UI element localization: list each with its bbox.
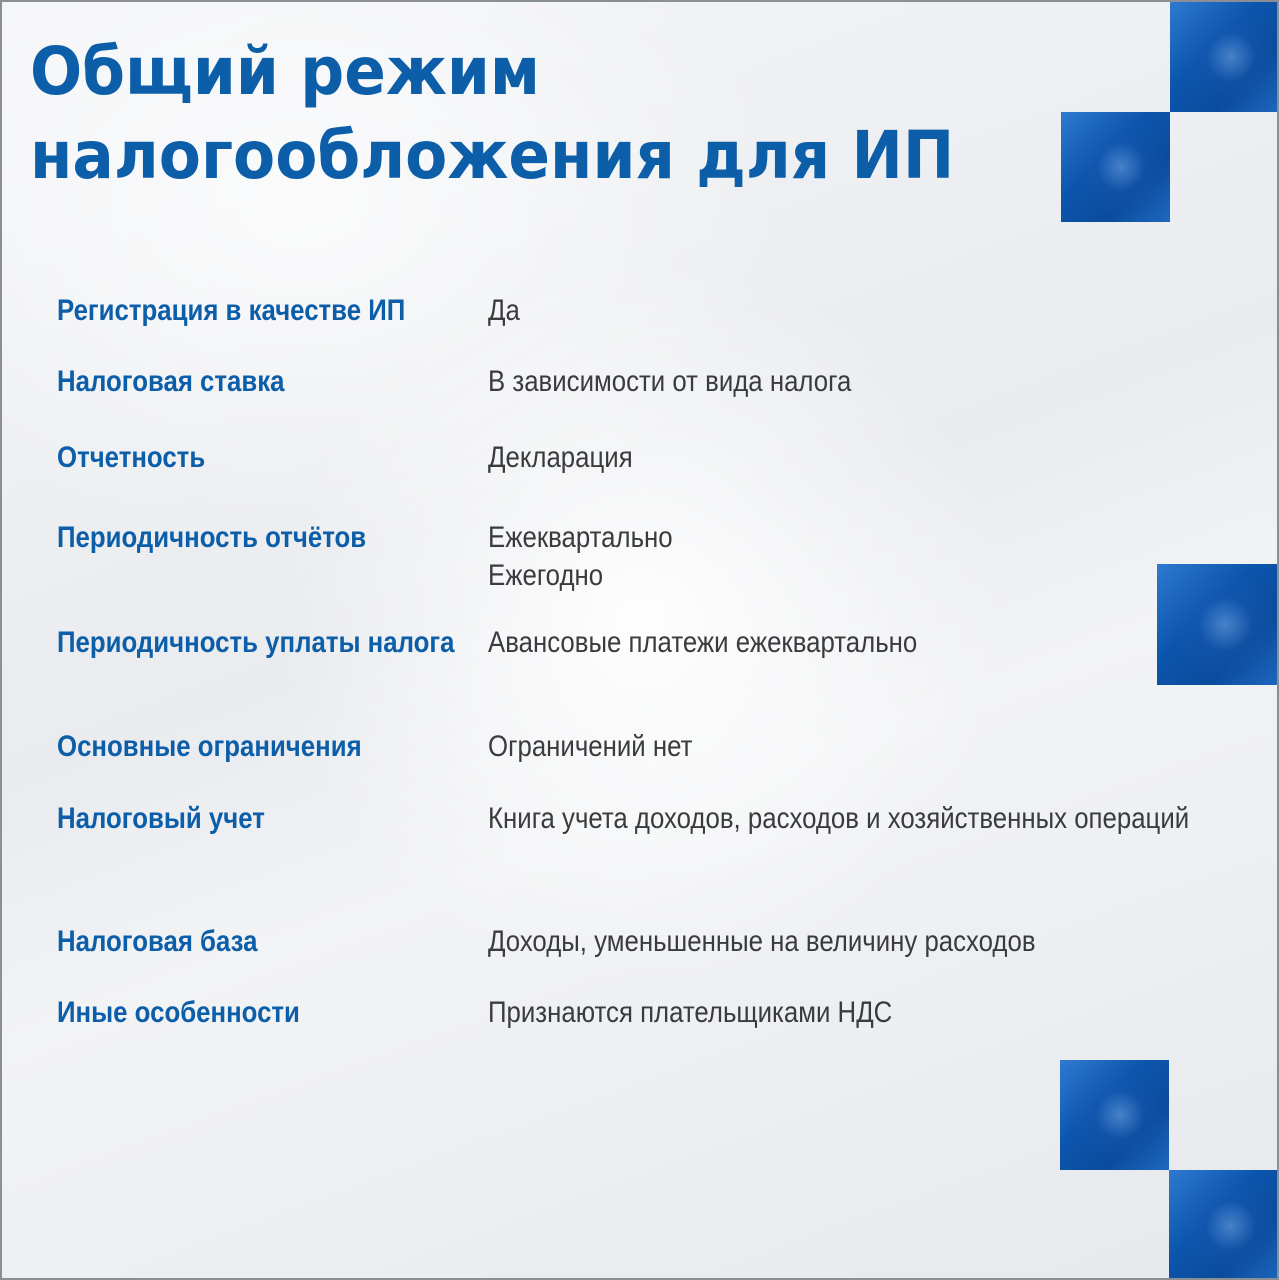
- row-value-line: В зависимости от вида налога: [488, 365, 852, 398]
- row-value: [488, 994, 892, 1032]
- row-value-line: Авансовые платежи ежеквартально: [488, 626, 918, 659]
- info-table: [2, 2, 1277, 1278]
- row-label: Налоговая ставка: [57, 365, 285, 398]
- row-value-line: Признаются плательщиками НДС: [488, 996, 893, 1029]
- row-value-line: Ограничений нет: [488, 730, 693, 763]
- row-label: Периодичность отчётов: [57, 521, 367, 554]
- row-label: Регистрация в качестве ИП: [57, 294, 406, 327]
- row-value: [488, 363, 851, 401]
- row-value-line: Да: [488, 294, 520, 327]
- row-label: Основные ограничения: [57, 730, 362, 763]
- row-value-line: Ежеквартально: [488, 521, 673, 554]
- row-value-line: Книга учета доходов, расходов и хозяйственных операций: [488, 802, 1190, 835]
- row-value: [488, 923, 1036, 961]
- page-title: Общий режим налогообложения для ИП: [30, 33, 955, 194]
- row-label: Периодичность уплаты налога: [57, 626, 455, 659]
- row-value: [488, 800, 1189, 838]
- row-value: [488, 519, 673, 595]
- row-value: [488, 439, 633, 477]
- row-label: Налоговая база: [57, 925, 258, 958]
- row-label: Иные особенности: [57, 996, 300, 1029]
- row-value-line: Ежегодно: [488, 559, 604, 592]
- row-value-line: Декларация: [488, 441, 633, 474]
- row-value: [488, 624, 917, 662]
- row-value: [488, 292, 520, 330]
- row-value: [488, 728, 692, 766]
- row-label: Отчетность: [57, 441, 206, 474]
- row-label: Налоговый учет: [57, 802, 265, 835]
- row-value-line: Доходы, уменьшенные на величину расходов: [488, 925, 1036, 958]
